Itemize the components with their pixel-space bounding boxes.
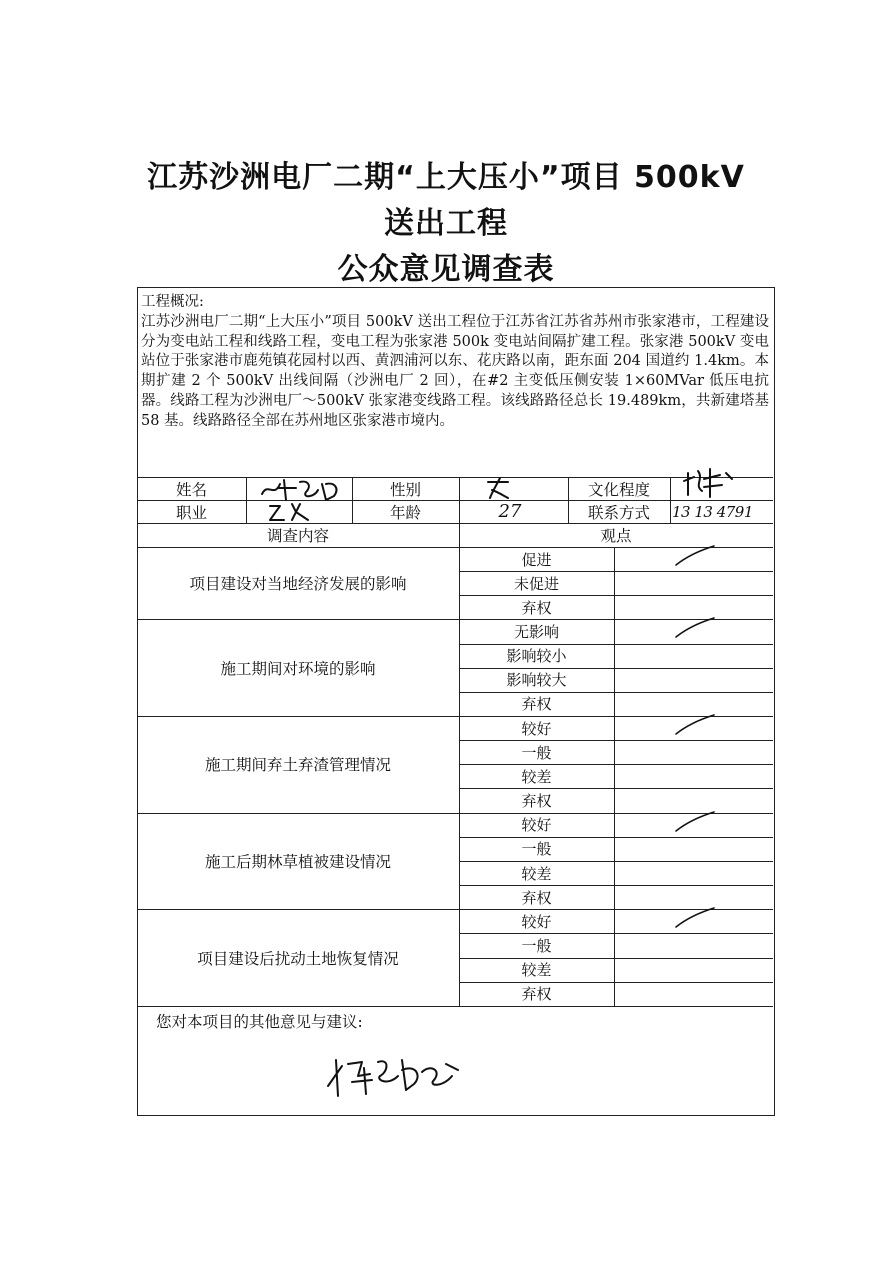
survey-option: 促进 [521,550,552,569]
survey-question: 项目建设后扰动土地恢复情况 [197,949,399,968]
name-label: 姓名 [175,480,207,499]
survey-option: 较差 [521,767,552,786]
project-overview [141,293,769,432]
title-line-1: 江苏沙洲电厂二期“上大压小”项目 500kV [147,160,745,195]
other-opinions-label: 您对本项目的其他意见与建议: [156,1013,363,1031]
divider [137,1006,773,1007]
checkmark-icon [670,615,720,641]
gender-label: 性别 [389,480,421,499]
divider [246,477,247,523]
education-label: 文化程度 [587,480,650,499]
survey-question: 施工期间对环境的影响 [220,659,376,678]
survey-option: 无影响 [513,623,559,641]
survey-option: 弃权 [521,792,552,811]
divider [459,477,460,523]
survey-option: 较差 [521,961,552,980]
survey-option: 弃权 [521,985,552,1004]
survey-option: 弃权 [521,695,552,714]
survey-option: 弃权 [521,888,552,907]
overview-text: 江苏沙洲电厂二期“上大压小”项目 500kV 送出工程位于江苏省江苏省苏州市张家港市，工程建设分为变电站工程和线路工程，变电工程为张家港 500k 变电站间隔扩建工程。张家港 500kV 变电站位于张家港市鹿苑镇花园村以西、黄泗浦河以东、花庆路以南，距东面 204 国道约 1.4km。本期扩建 2 个 500kV 出线间隔（沙洲电厂 2 回），在#2 主变低压侧安装 1×60MVar 低压电抗器。线路工程为沙洲电厂～500kV 张家港变线路工程。该线路路径总长 19.489km，共新建塔基 58 基。线路路径全部在苏州地区张家港市境内。 [141,313,769,429]
survey-option: 未促进 [513,574,559,593]
title-line-2: 送出工程 [384,206,508,241]
divider [614,547,615,1006]
survey-opinion-header: 观点 [600,527,632,545]
checkmark-icon [670,905,720,931]
contact-label: 联系方式 [587,503,650,522]
survey-option: 较好 [521,912,552,931]
checkmark-icon [670,809,720,835]
handwritten-education [680,465,750,501]
survey-option: 一般 [521,936,552,955]
contact-value: 13 13 4791 [672,502,753,521]
overview-heading: 工程概况: [141,294,204,310]
divider [670,477,671,523]
survey-option: 一般 [521,743,552,762]
handwritten-signature [318,1046,468,1102]
handwritten-occupation [262,498,332,524]
survey-option: 较差 [521,864,552,883]
occupation-label: 职业 [175,503,207,522]
age-value: 27 [498,501,522,522]
checkmark-icon [670,712,720,738]
title-line-3: 公众意见调查表 [337,252,555,287]
survey-option: 较好 [521,719,552,738]
survey-option: 影响较小 [506,647,567,666]
survey-question: 施工期间弃土弃渣管理情况 [204,756,391,775]
survey-question: 项目建设对当地经济发展的影响 [189,575,407,594]
checkmark-icon [670,543,720,569]
survey-option: 一般 [521,840,552,859]
survey-option: 较好 [521,816,552,835]
survey-content-header: 调查内容 [266,527,329,545]
survey-option: 影响较大 [506,671,567,690]
survey-option: 弃权 [521,598,552,617]
survey-question: 施工后期林草植被建设情况 [204,852,391,871]
age-label: 年龄 [389,503,421,522]
handwritten-gender [482,474,522,502]
